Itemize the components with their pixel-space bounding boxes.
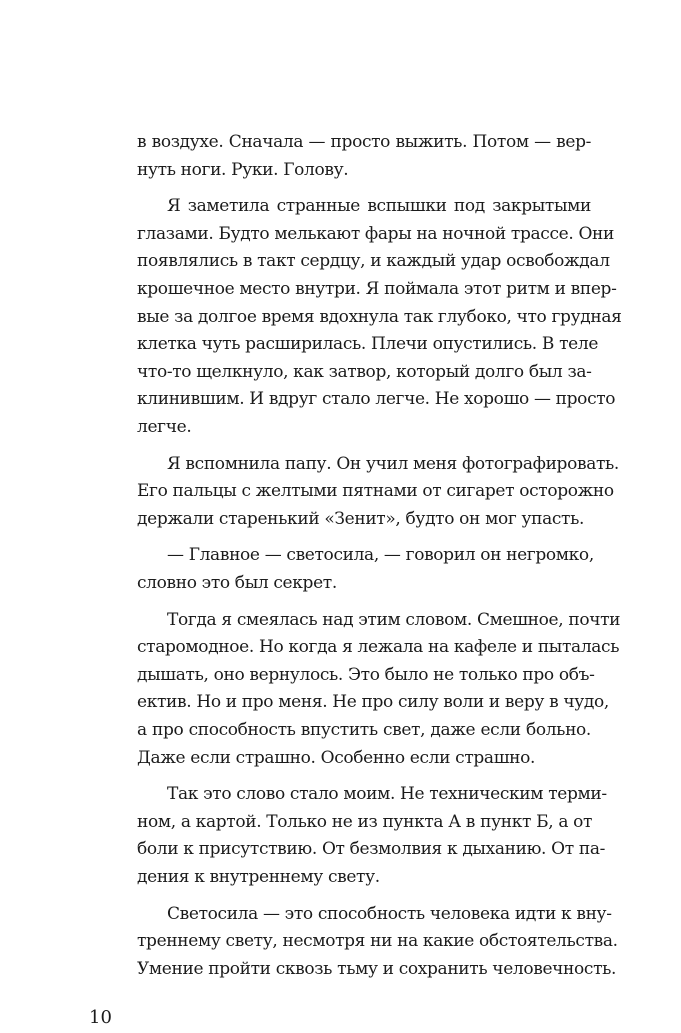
text-line: в воздухе. Сначала — просто выжить. Потом — вер- [137, 132, 591, 152]
text-line: Его пальцы с желтыми пятнами от сигарет осторожно [137, 481, 614, 502]
text-line: Умение пройти сквозь тьму и сохранить человечность. [137, 958, 617, 979]
text-line: Я вспомнила папу. Он учил меня фотографировать. [167, 453, 619, 474]
text-line: а про способность впустить свет, даже если больно. [137, 720, 591, 740]
text-line: Даже если страшно. Особенно если страшно. [137, 747, 536, 768]
text-line: Так это слово стало моим. Не техническим терми- [167, 784, 607, 805]
text-line: держали старенький «Зенит», будто он мог упасть. [137, 508, 585, 529]
text-line: вые за долгое время вдохнула так глубоко, что грудная [137, 306, 622, 327]
text-line: Светосила — это способность человека идти к вну- [167, 903, 612, 924]
text-line: ектив. Но и про меня. Не про силу воли и веру в чудо, [137, 692, 609, 713]
text-line: появлялись в такт сердцу, и каждый удар освобождал [137, 251, 610, 272]
text-line: что-то щелкнуло, как затвор, который долго был за- [137, 361, 592, 382]
text-line: треннему свету, несмотря ни на какие обстоятельства. [137, 931, 618, 952]
page-number: 10 [89, 1007, 112, 1029]
text-line: глазами. Будто мелькают фары на ночной трассе. Они [137, 223, 614, 244]
text-line: словно это был секрет. [137, 573, 337, 593]
text-line: легче. [137, 417, 192, 437]
text-line: старомодное. Но когда я лежала на кафеле и пыталась [137, 637, 620, 658]
text-line: клинившим. И вдруг стало легче. Не хорошо — просто [137, 389, 616, 410]
text-line: клетка чуть расширилась. Плечи опустились. В теле [137, 334, 599, 355]
text-line: — Главное — светосила, — говорил он негромко, [167, 545, 594, 566]
text-line: дышать, оно вернулось. Это было не только про объ- [137, 664, 595, 685]
text-line: дения к внутреннему свету. [137, 867, 380, 887]
text-line: ном, а картой. Только не из пункта А в пункт Б, а от [137, 811, 593, 832]
text-line: нуть ноги. Руки. Голову. [137, 159, 349, 180]
text-line: Я заметила странные вспышки под закрытыми [167, 196, 591, 217]
text-line: Тогда я смеялась над этим словом. Смешное, почти [167, 609, 621, 630]
text-line: крошечное место внутри. Я поймала этот ритм и впер- [137, 279, 617, 299]
text-line: боли к присутствию. От безмолвия к дыханию. От па- [137, 839, 606, 860]
